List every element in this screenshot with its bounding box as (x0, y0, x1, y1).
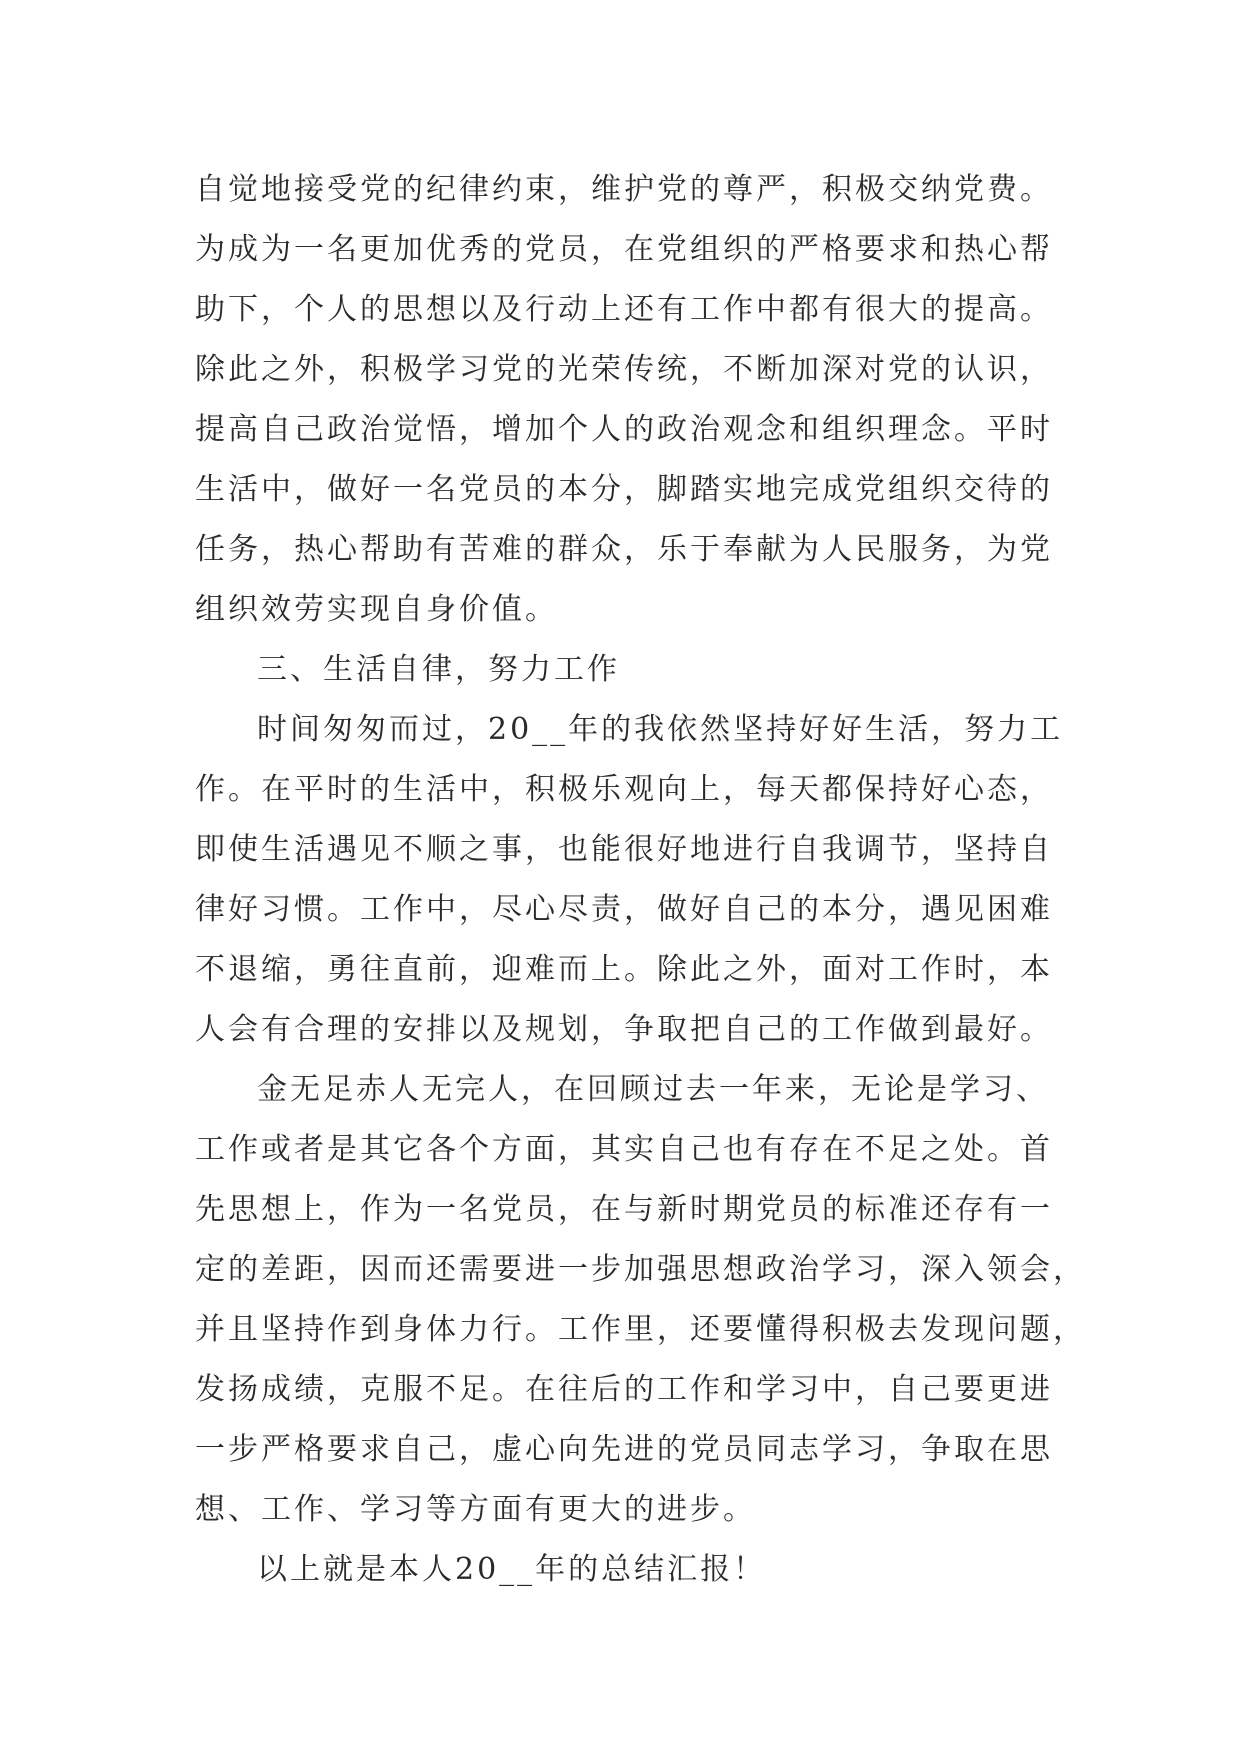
paragraph-line: 任务，热心帮助有苦难的群众，乐于奉献为人民服务，为党 (195, 532, 1053, 567)
paragraph-line: 作。在平时的生活中，积极乐观向上，每天都保持好心态， (195, 772, 1053, 807)
paragraph-line: 组织效劳实现自身价值。 (195, 592, 558, 627)
paragraph-line: 为成为一名更加优秀的党员，在党组织的严格要求和热心帮 (195, 232, 1053, 267)
closing-line: 以上就是本人20__年的总结汇报！ (257, 1552, 767, 1587)
paragraph-line: 时间匆匆而过，20__年的我依然坚持好好生活，努力工 (257, 712, 1064, 747)
paragraph-line: 除此之外，积极学习党的光荣传统，不断加深对党的认识， (195, 352, 1053, 387)
document-body (195, 160, 1086, 1600)
paragraph-line: 提高自己政治觉悟，增加个人的政治观念和组织理念。平时 (195, 412, 1053, 447)
paragraph-line: 不退缩，勇往直前，迎难而上。除此之外，面对工作时，本 (195, 952, 1053, 987)
paragraph-line: 即使生活遇见不顺之事，也能很好地进行自我调节，坚持自 (195, 832, 1053, 867)
paragraph-line: 工作或者是其它各个方面，其实自己也有存在不足之处。首 (195, 1132, 1053, 1167)
section-heading: 三、生活自律，努力工作 (257, 652, 620, 687)
paragraph-line: 生活中，做好一名党员的本分，脚踏实地完成党组织交待的 (195, 472, 1053, 507)
paragraph-line: 先思想上，作为一名党员，在与新时期党员的标准还存有一 (195, 1192, 1053, 1227)
paragraph-line: 金无足赤人无完人，在回顾过去一年来，无论是学习、 (257, 1072, 1049, 1107)
paragraph-line: 人会有合理的安排以及规划，争取把自己的工作做到最好。 (195, 1012, 1053, 1047)
paragraph-line: 一步严格要求自己，虚心向先进的党员同志学习，争取在思 (195, 1432, 1053, 1467)
paragraph-line: 想、工作、学习等方面有更大的进步。 (195, 1492, 756, 1527)
paragraph-line: 律好习惯。工作中，尽心尽责，做好自己的本分，遇见困难 (195, 892, 1053, 927)
paragraph-line: 并且坚持作到身体力行。工作里，还要懂得积极去发现问题， (195, 1312, 1086, 1347)
paragraph-line: 发扬成绩，克服不足。在往后的工作和学习中，自己要更进 (195, 1372, 1053, 1407)
paragraph-line: 自觉地接受党的纪律约束，维护党的尊严，积极交纳党费。 (195, 172, 1053, 207)
paragraph-line: 定的差距，因而还需要进一步加强思想政治学习，深入领会， (195, 1252, 1086, 1287)
paragraph-line: 助下，个人的思想以及行动上还有工作中都有很大的提高。 (195, 292, 1053, 327)
